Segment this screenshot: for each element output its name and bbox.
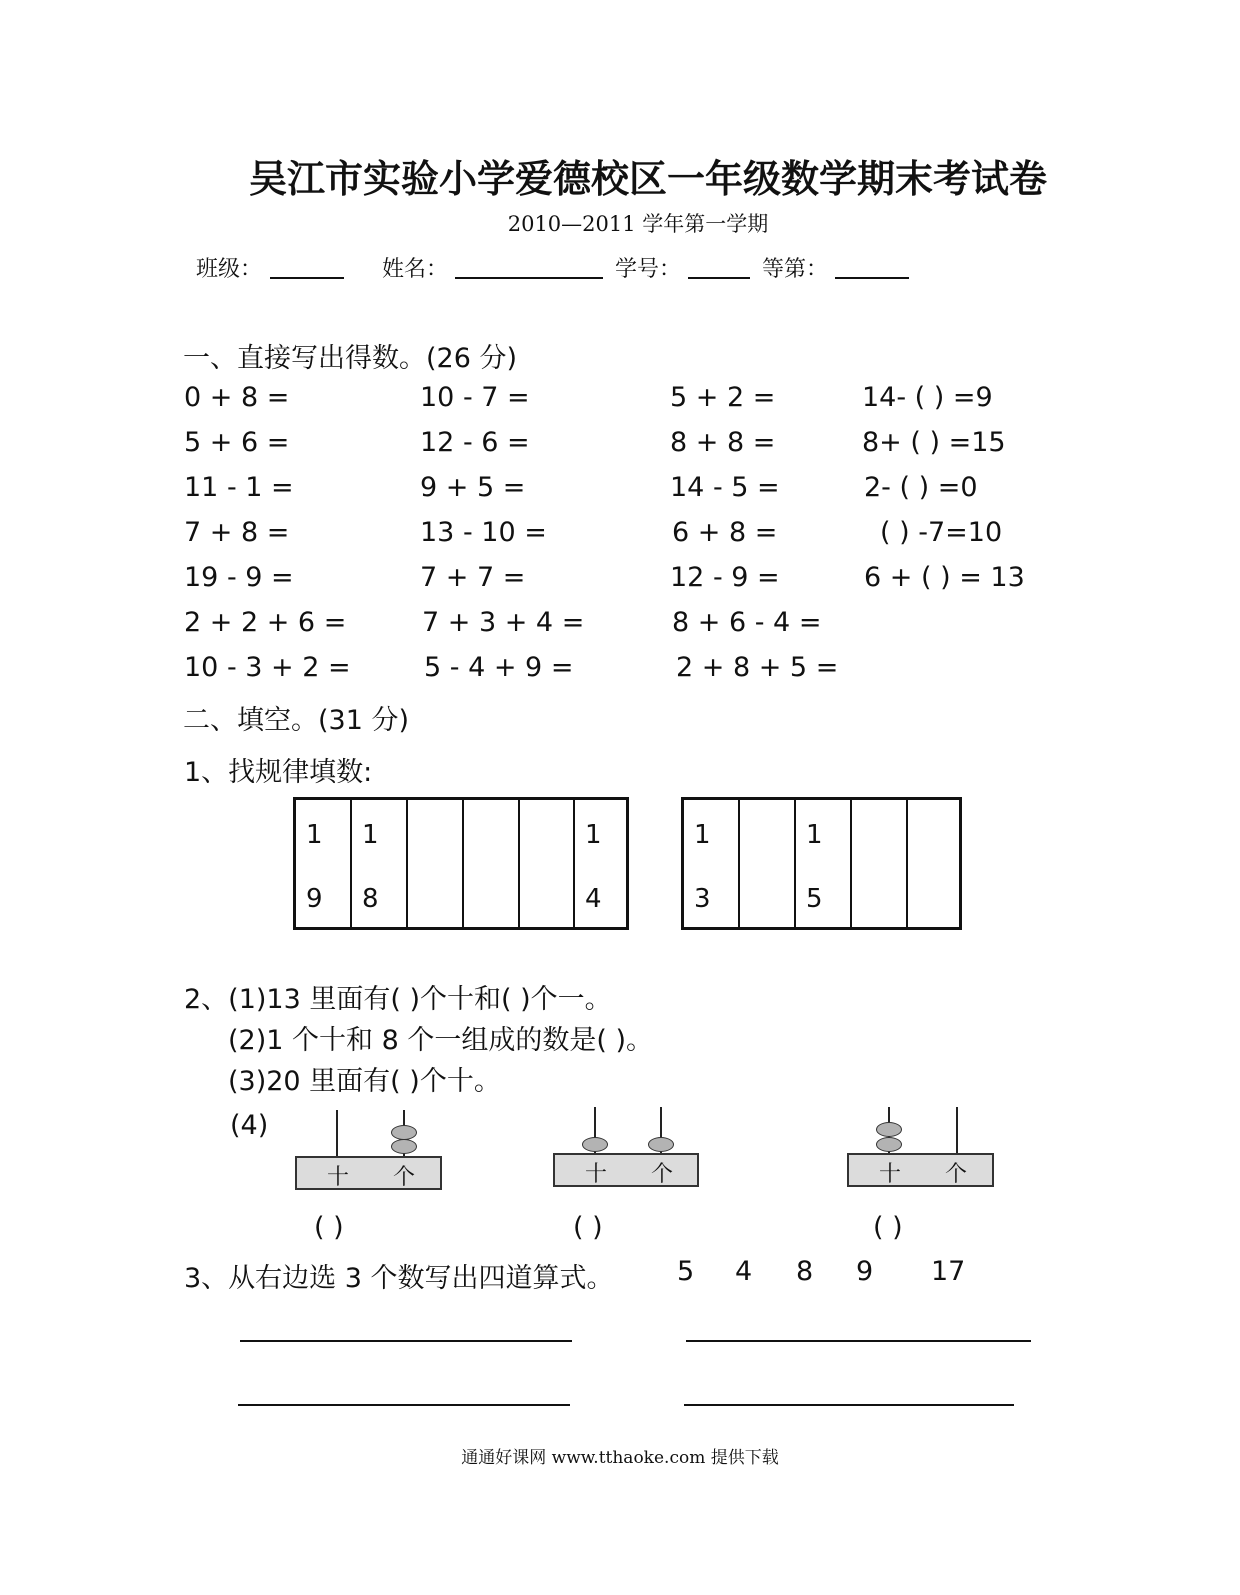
place-value-q2: (2)1 个十和 8 个一组成的数是( )。 bbox=[228, 1025, 653, 1056]
abacus-bead bbox=[582, 1137, 608, 1152]
problem: 2- ( ) =0 bbox=[864, 472, 978, 503]
pattern-grid-left bbox=[293, 797, 629, 930]
problem: 2 + 2 + 6 = bbox=[184, 607, 347, 638]
choice-number: 9 bbox=[856, 1256, 874, 1287]
pattern-cell-blank[interactable] bbox=[464, 800, 520, 927]
abacus-bead bbox=[391, 1139, 417, 1154]
cell-tens-digit: 1 bbox=[694, 820, 711, 850]
problem: 8 + 6 - 4 = bbox=[672, 607, 822, 638]
pattern-question-label: 1、找规律填数: bbox=[184, 757, 373, 788]
problem: 7 + 7 = bbox=[420, 562, 526, 593]
problem: 10 - 7 = bbox=[420, 382, 530, 413]
section2-heading: 二、填空。(31 分) bbox=[183, 705, 410, 736]
abacus-answer-2[interactable]: ( ) bbox=[573, 1212, 603, 1243]
pattern-cell-blank[interactable] bbox=[852, 800, 908, 927]
pattern-cell-blank[interactable] bbox=[740, 800, 796, 927]
problem: 6 + ( ) = 13 bbox=[864, 562, 1025, 593]
choice-number: 8 bbox=[796, 1256, 814, 1287]
pattern-cell-blank[interactable] bbox=[408, 800, 464, 927]
abacus-bead bbox=[876, 1137, 902, 1152]
footer-source: 通通好课网 www.tthaoke.com 提供下载 bbox=[461, 1448, 779, 1468]
problem: 6 + 8 = bbox=[672, 517, 778, 548]
student-number-blank[interactable] bbox=[688, 277, 750, 279]
problem: 0 + 8 = bbox=[184, 382, 290, 413]
exam-subtitle: 2010—2011 学年第一学期 bbox=[507, 212, 769, 236]
pattern-cell-blank[interactable] bbox=[520, 800, 575, 927]
pattern-cell bbox=[575, 800, 626, 927]
pattern-cell bbox=[296, 800, 352, 927]
cell-tens-digit: 1 bbox=[806, 820, 823, 850]
problem: 14 - 5 = bbox=[670, 472, 780, 503]
equation-question-label: 3、从右边选 3 个数写出四道算式。 bbox=[184, 1263, 614, 1294]
equation-answer-line-4[interactable] bbox=[684, 1404, 1014, 1406]
grade-label: 等第： bbox=[762, 257, 829, 282]
choice-number: 4 bbox=[735, 1256, 753, 1287]
abacus-answer-1[interactable]: ( ) bbox=[314, 1212, 344, 1243]
pattern-cell bbox=[352, 800, 408, 927]
class-label: 班级： bbox=[196, 257, 263, 282]
student-number-label: 学号： bbox=[615, 257, 682, 282]
pattern-cell bbox=[684, 800, 740, 927]
cell-tens-digit: 1 bbox=[585, 820, 602, 850]
problem: 7 + 8 = bbox=[184, 517, 290, 548]
problem: 14- ( ) =9 bbox=[862, 382, 993, 413]
abacus-bead bbox=[391, 1125, 417, 1140]
pattern-grid-right bbox=[681, 797, 962, 930]
abacus-rod bbox=[956, 1107, 958, 1153]
abacus-rod bbox=[336, 1110, 338, 1156]
problem: 7 + 3 + 4 = bbox=[422, 607, 585, 638]
pattern-cell-blank[interactable] bbox=[908, 800, 959, 927]
class-blank[interactable] bbox=[270, 277, 344, 279]
grade-blank[interactable] bbox=[835, 277, 909, 279]
place-value-q3: (3)20 里面有( )个十。 bbox=[228, 1066, 501, 1097]
problem: 5 + 6 = bbox=[184, 427, 290, 458]
problem: 12 - 9 = bbox=[670, 562, 780, 593]
cell-tens-digit: 1 bbox=[362, 820, 379, 850]
ones-label: 个 bbox=[393, 1165, 416, 1190]
problem: 8 + 8 = bbox=[670, 427, 776, 458]
choice-number: 17 bbox=[931, 1256, 966, 1287]
cell-tens-digit: 1 bbox=[306, 820, 323, 850]
problem: 8+ ( ) =15 bbox=[862, 427, 1006, 458]
cell-ones-digit: 9 bbox=[306, 884, 323, 914]
problem: 11 - 1 = bbox=[184, 472, 294, 503]
name-label: 姓名： bbox=[382, 257, 449, 282]
abacus-answer-3[interactable]: ( ) bbox=[873, 1212, 903, 1243]
abacus-base bbox=[553, 1153, 699, 1187]
ones-label: 个 bbox=[651, 1162, 674, 1187]
exam-title: 吴江市实验小学爱德校区一年级数学期末考试卷 bbox=[248, 157, 1047, 201]
problem: 9 + 5 = bbox=[420, 472, 526, 503]
problem: 5 - 4 + 9 = bbox=[424, 652, 574, 683]
abacus-bead bbox=[876, 1122, 902, 1137]
cell-ones-digit: 3 bbox=[694, 884, 711, 914]
tens-label: 十 bbox=[327, 1165, 350, 1190]
equation-answer-line-2[interactable] bbox=[686, 1340, 1031, 1342]
section1-heading: 一、直接写出得数。(26 分) bbox=[183, 343, 518, 374]
pattern-cell bbox=[796, 800, 852, 927]
equation-answer-line-3[interactable] bbox=[238, 1404, 570, 1406]
cell-ones-digit: 4 bbox=[585, 884, 602, 914]
problem: 10 - 3 + 2 = bbox=[184, 652, 351, 683]
abacus-base bbox=[847, 1153, 994, 1187]
problem: 12 - 6 = bbox=[420, 427, 530, 458]
place-value-q1: 2、(1)13 里面有( )个十和( )个一。 bbox=[184, 984, 612, 1015]
problem: ( ) -7=10 bbox=[880, 517, 1003, 548]
abacus-question-label: (4) bbox=[230, 1110, 269, 1141]
problem: 19 - 9 = bbox=[184, 562, 294, 593]
problem: 2 + 8 + 5 = bbox=[676, 652, 839, 683]
tens-label: 十 bbox=[585, 1162, 608, 1187]
tens-label: 十 bbox=[879, 1162, 902, 1187]
problem: 5 + 2 = bbox=[670, 382, 776, 413]
choice-number: 5 bbox=[677, 1256, 695, 1287]
name-blank[interactable] bbox=[455, 277, 603, 279]
equation-answer-line-1[interactable] bbox=[240, 1340, 572, 1342]
problem: 13 - 10 = bbox=[420, 517, 547, 548]
cell-ones-digit: 5 bbox=[806, 884, 823, 914]
ones-label: 个 bbox=[945, 1162, 968, 1187]
abacus-base bbox=[295, 1156, 442, 1190]
abacus-bead bbox=[648, 1137, 674, 1152]
cell-ones-digit: 8 bbox=[362, 884, 379, 914]
